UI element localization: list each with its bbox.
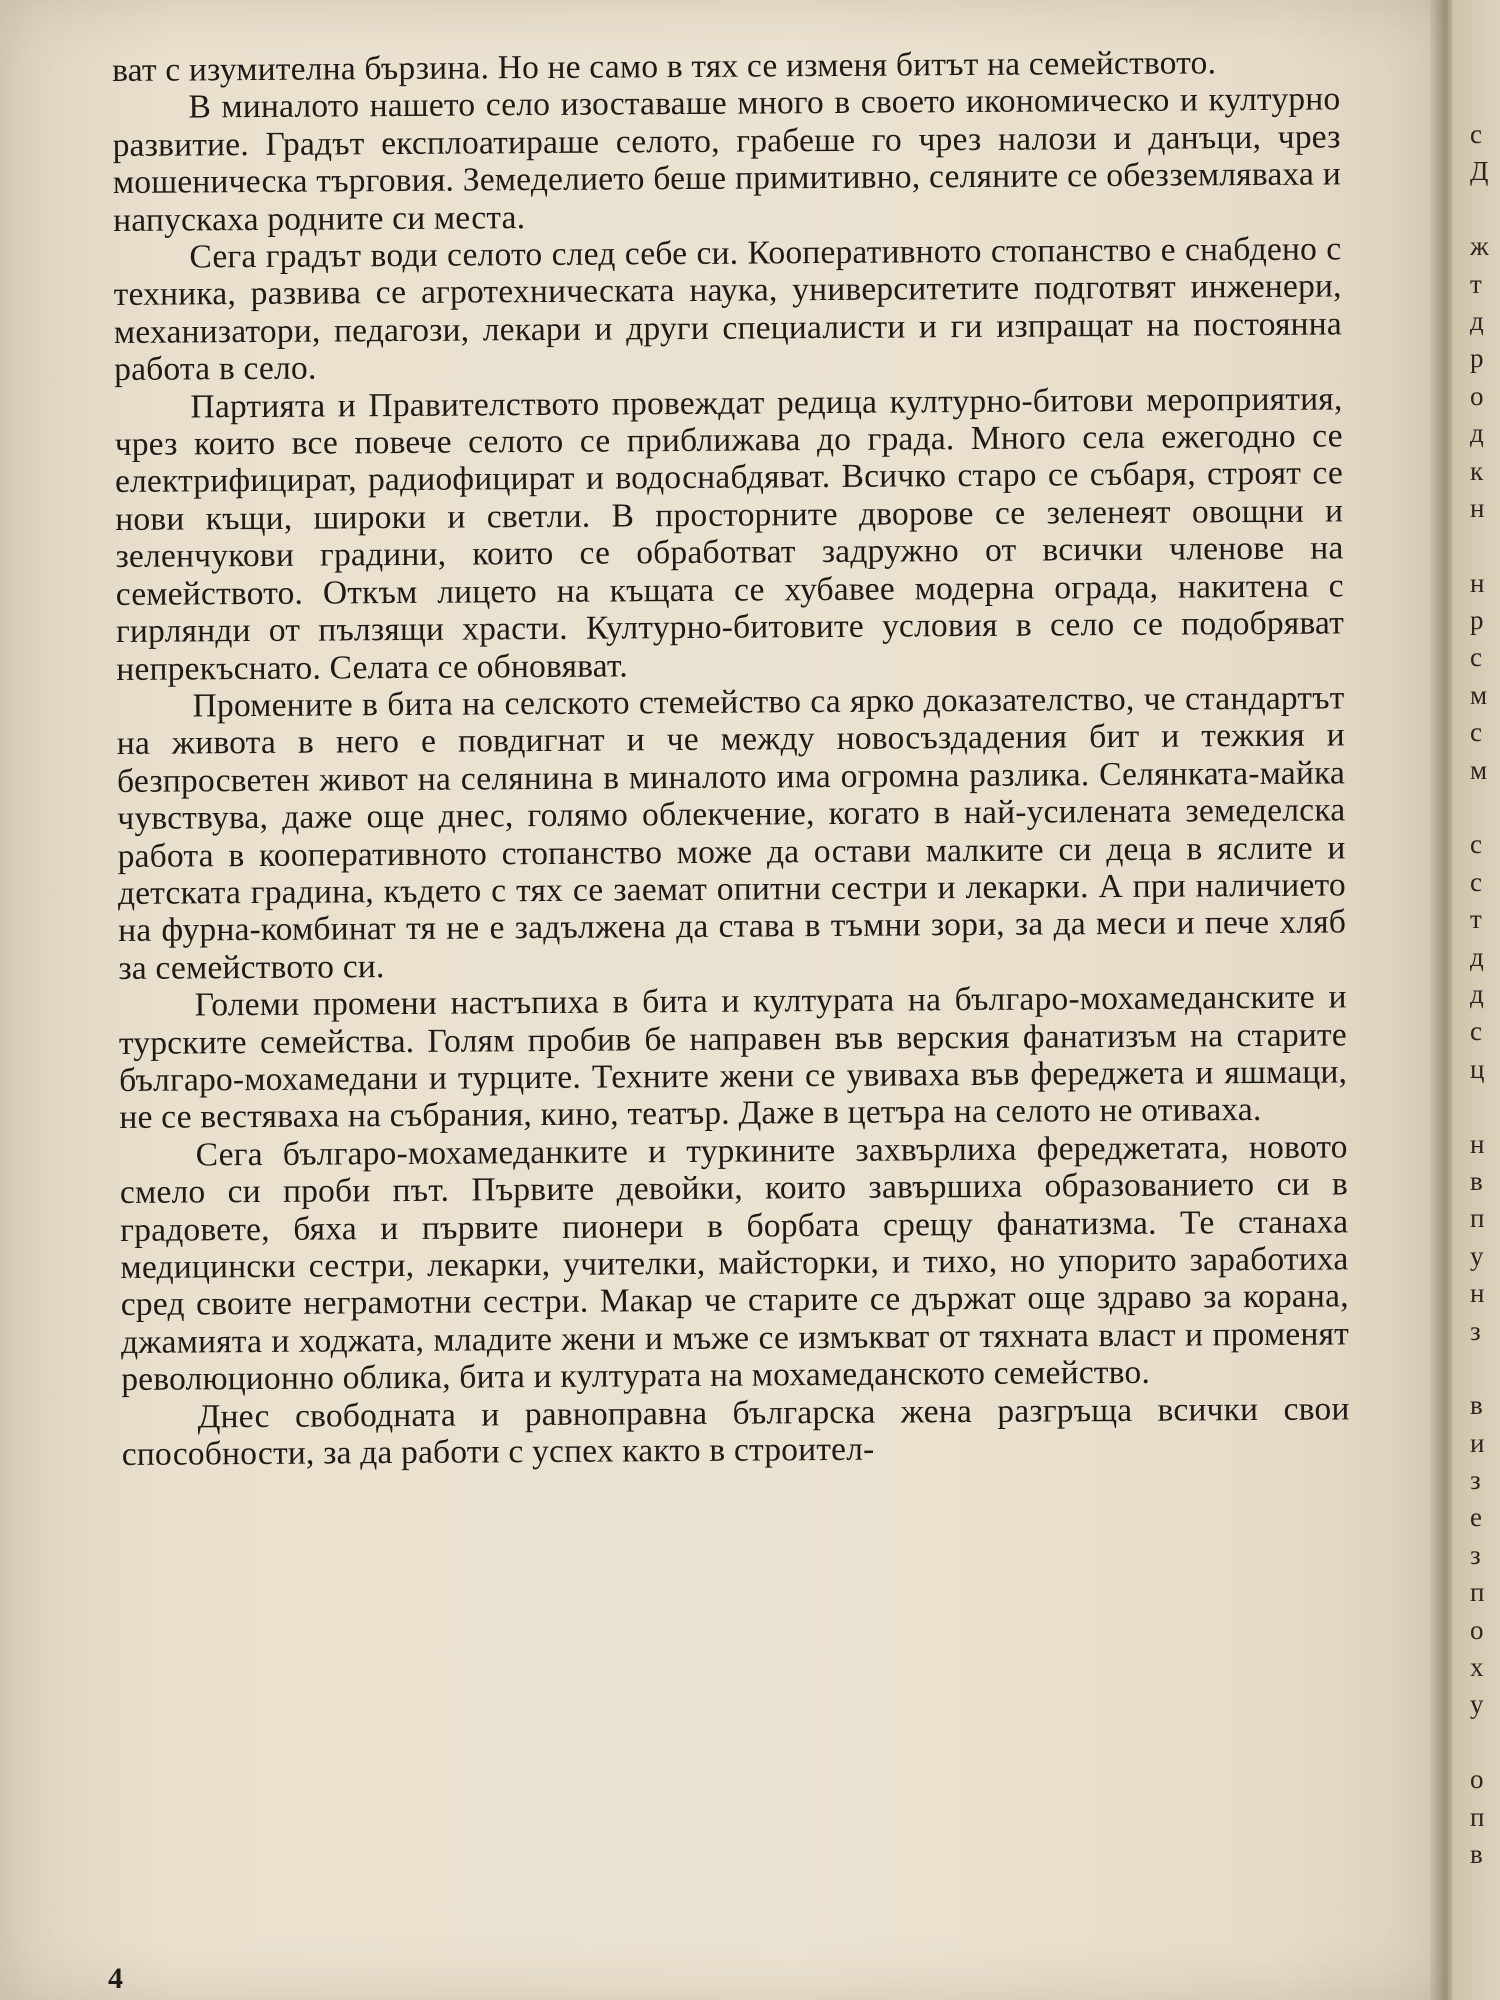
facing-page-letter: у — [1470, 1240, 1484, 1271]
facing-page-letter: т — [1470, 268, 1482, 299]
facing-page-letter: п — [1470, 1577, 1485, 1608]
facing-page-letter: д — [1470, 418, 1484, 449]
facing-page-letter — [1470, 1350, 1500, 1387]
facing-page-letter: ц — [1470, 1053, 1485, 1084]
paragraph: Промените в бита на селското стемейство са ярко доказателство, че стандартът на живота в него е повдигнат и че между новосъздадения бит и тежкия и безпросветен живот на селянина в миналото има огромна разлика. Селянката-майка чувствува, даже още днес, голямо облекчение, когато в най-усилената земеделска работа в кооперативното стопанство може да остави малките си деца в яслите и детската градина, където с тях се заемат опитни сестри и лекарки. А при наличието на фурна-комбинат тя не е задължена да става в тъмни зори, за да меси и пече хляб за семейството си. — [116, 679, 1347, 987]
body-text — [112, 43, 1350, 1473]
facing-page-letter: с — [1470, 717, 1482, 748]
facing-page-letter: ж — [1470, 231, 1489, 262]
facing-page-letter: п — [1470, 1801, 1485, 1832]
paragraph: Днес свободната и равноправна българска жена разгръща всички свои способности, за да работи с успех както в строител- — [121, 1390, 1350, 1473]
facing-page-letter: е — [1470, 1502, 1482, 1533]
facing-page-letter: о — [1470, 1764, 1484, 1795]
facing-page-letter: о — [1470, 380, 1484, 411]
facing-page-letter: в — [1470, 1390, 1483, 1421]
facing-page-letter: н — [1470, 492, 1485, 523]
facing-page-letter: с — [1470, 829, 1482, 860]
facing-page-letter — [1470, 1724, 1500, 1761]
facing-page-letter: и — [1470, 1427, 1485, 1458]
facing-page-letter — [1470, 789, 1500, 826]
facing-page-letter — [1470, 527, 1500, 564]
paragraph: В миналото нашето село изоставаше много в своето икономическо и културно развитие. Градът експлоатираше селото, грабеше го чрез налози и данъци, чрез мошеническа търговия. Земеделието беше примитивно, селяните се обезземляваха и напускаха родните си места. — [112, 80, 1342, 239]
page-number: 4 — [108, 1962, 123, 1995]
facing-page-letter: м — [1470, 679, 1488, 710]
paragraph: Партията и Правителството провеждат редица културно-битови мероприятия, чрез които все повече селото се приближава до града. Много села ежегодно се електрифицират, радиофицират и водоснабдяват. Всичко старо се събаря, строят се нови къщи, широки и светли. В просторните дворове се зеленеят овощни и зеленчукови градини, които се обработват задружно от всички членове на семейството. Откъм лицето на къщата се хубавее модерна ограда, накитена с гирлянди от пълзящи храсти. Културно-битовите условия в село се подобряват непрекъснато. Селата се обновяват. — [114, 380, 1345, 688]
paragraph: Сега българо-мохамеданките и туркините захвърлиха фереджетата, новото смело си проби път. Първите девойки, които завършиха образованието си в градовете, бяха и първите пионери в борбата срещу фанатизма. Те станаха медицински сестри, лекарки, учителки, майсторки, и тихо, но упорито заработиха сред своите неграмотни сестри. Макар че старите се държат още здраво за корана, джамията и ходжата, младите жени и мъже се измъкват от тяхната власт и променят революционно облика, бита и културата на мохамеданското семейство. — [119, 1128, 1350, 1399]
facing-page-letter: з — [1470, 1465, 1481, 1496]
facing-page-letter: р — [1470, 605, 1484, 636]
facing-page-letter: т — [1470, 904, 1482, 935]
facing-page-letter: п — [1470, 1203, 1485, 1234]
facing-page-letter: с — [1470, 119, 1482, 149]
facing-page-letters — [1470, 116, 1500, 1873]
facing-page-letter: х — [1470, 1652, 1484, 1683]
facing-page-letter: р — [1470, 343, 1484, 374]
facing-page-letter — [1470, 1088, 1500, 1125]
facing-page-letter: н — [1470, 567, 1485, 598]
facing-page-letter: з — [1470, 1539, 1481, 1570]
facing-page-letter: у — [1470, 1689, 1484, 1720]
facing-page-letter: д — [1470, 978, 1484, 1009]
facing-page-letter: в — [1470, 1838, 1483, 1869]
paragraph: ват с изумителна бързина. Но не само в тях се изменя битът на семейството. — [112, 44, 1217, 89]
facing-page-letter: с — [1470, 1016, 1482, 1047]
facing-page-letter: с — [1470, 866, 1482, 897]
facing-page-letter — [1470, 191, 1500, 228]
facing-page-letter: с — [1470, 642, 1482, 673]
facing-page-letter: д — [1470, 941, 1484, 972]
facing-page-letter: Д — [1470, 156, 1489, 187]
paragraph: Сега градът води селото след себе си. Кооперативното стопанство е снабдено с техника, развива се агротехническата наука, университетите подготвят инженери, механизатори, педагози, лекари и други специалисти и ги изпращат на постоянна работа в село. — [113, 230, 1343, 389]
facing-page-letter: д — [1470, 305, 1484, 336]
facing-page-letter: в — [1470, 1165, 1483, 1196]
facing-page-letter: з — [1470, 1315, 1481, 1346]
facing-page-letter: о — [1470, 1614, 1484, 1645]
facing-page-letter: к — [1470, 455, 1484, 486]
facing-page-letter: н — [1470, 1278, 1485, 1309]
facing-page-letter: м — [1470, 754, 1488, 785]
paragraph: Големи промени настъпиха в бита и културата на българо-мохамеданските и турските семейства. Голям пробив бе направен във верския фанатизъм на старите българо-мохамедани и турците. Техните жени се увиваха във фереджета и яшмаци, не се вестяваха на събрания, кино, театър. Даже в цетъра на селото не отиваха. — [118, 978, 1348, 1137]
facing-page-letter: н — [1470, 1128, 1485, 1159]
